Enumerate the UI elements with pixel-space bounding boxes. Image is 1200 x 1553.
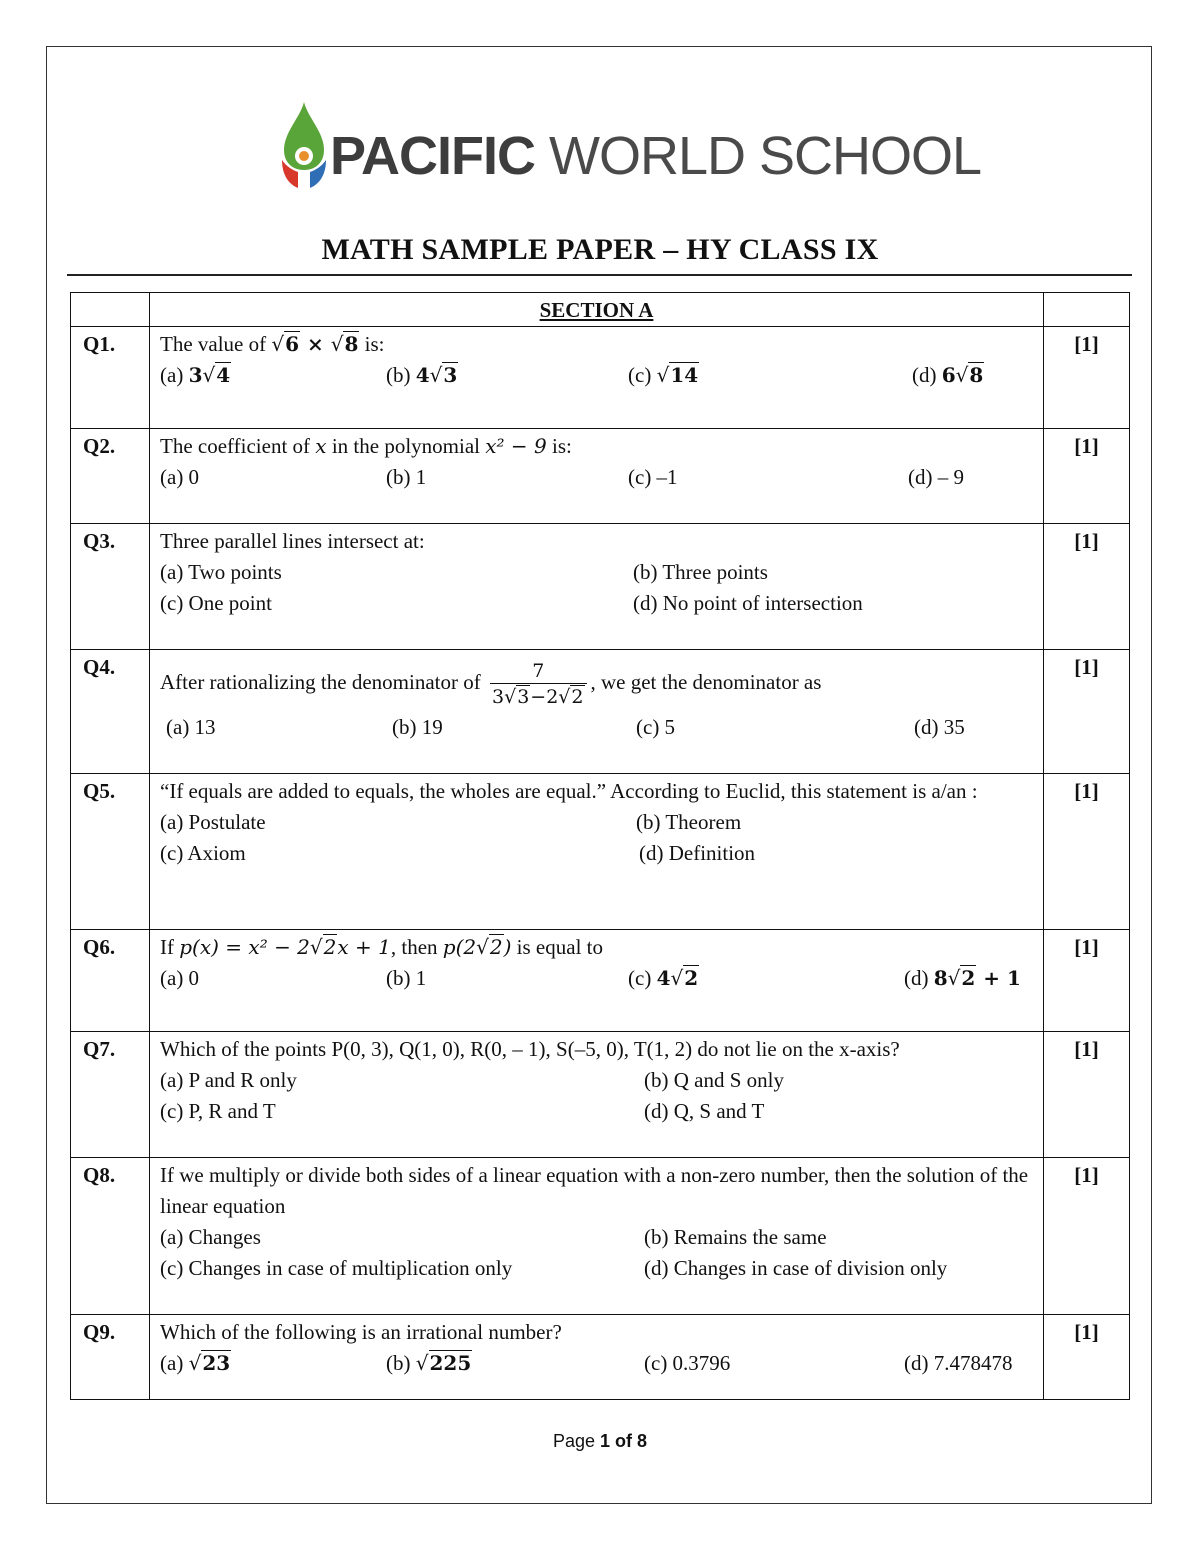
section-heading: SECTION A bbox=[150, 293, 1044, 327]
question-row bbox=[71, 524, 1130, 650]
question-row bbox=[71, 650, 1130, 774]
option-c: (c) Changes in case of multiplication only bbox=[160, 1256, 513, 1280]
school-name-regular: WORLD SCHOOL bbox=[535, 126, 982, 186]
option-c: (c) 0.3796 bbox=[644, 1351, 731, 1375]
option-d: (d) 6√8 bbox=[912, 363, 984, 387]
option-c: (c) One point bbox=[160, 591, 272, 615]
school-emblem-icon bbox=[278, 98, 330, 192]
option-d: (d) Changes in case of division only bbox=[644, 1256, 948, 1280]
options bbox=[160, 1348, 1035, 1384]
question-marks: [1] bbox=[1044, 327, 1130, 429]
question-number: Q2. bbox=[71, 429, 150, 524]
question-marks: [1] bbox=[1044, 930, 1130, 1032]
option-a: (a) Two points bbox=[160, 560, 282, 584]
question-text: Which of the points P(0, 3), Q(1, 0), R(0, – 1), S(–5, 0), T(1, 2) do not lie on the x-axis? bbox=[160, 1037, 900, 1061]
question-number: Q4. bbox=[71, 650, 150, 774]
options bbox=[160, 963, 1035, 999]
question-body bbox=[150, 1315, 1044, 1400]
page-title: MATH SAMPLE PAPER – HY CLASS IX bbox=[321, 233, 879, 266]
option-c: (c) 4√2 bbox=[628, 966, 699, 990]
option-a: (a) 0 bbox=[160, 465, 200, 489]
option-d: (d) – 9 bbox=[908, 465, 964, 489]
school-logo bbox=[278, 98, 982, 192]
question-marks: [1] bbox=[1044, 524, 1130, 650]
question-text: Three parallel lines intersect at: bbox=[160, 529, 425, 553]
question-number: Q1. bbox=[71, 327, 150, 429]
option-d: (d) No point of intersection bbox=[633, 591, 863, 615]
question-body bbox=[150, 524, 1044, 650]
option-b: (b) Q and S only bbox=[644, 1068, 784, 1092]
page-footer: Page 1 of 8 bbox=[552, 1431, 648, 1451]
option-c: (c) 5 bbox=[636, 715, 676, 739]
option-c: (c) √14 bbox=[628, 363, 699, 387]
option-b: (b) 1 bbox=[386, 465, 427, 489]
questions-table bbox=[70, 292, 1130, 1400]
question-text: The value of √6 × √8 is: bbox=[160, 332, 385, 356]
question-number: Q9. bbox=[71, 1315, 150, 1400]
question-text: After rationalizing the denominator of $\frac{7}{3√3-2√2}$ , we get the denominator as bbox=[160, 659, 822, 708]
options bbox=[160, 712, 1035, 743]
question-marks: [1] bbox=[1044, 429, 1130, 524]
school-name-bold: PACIFIC bbox=[330, 126, 535, 186]
fraction: $\frac{7}{3√3-2√2}$ bbox=[490, 659, 587, 710]
question-number: Q8. bbox=[71, 1158, 150, 1315]
options bbox=[160, 588, 1035, 619]
options bbox=[160, 360, 1035, 396]
question-row bbox=[71, 930, 1130, 1032]
question-body bbox=[150, 650, 1044, 774]
option-b: (b) Remains the same bbox=[644, 1225, 827, 1249]
question-body bbox=[150, 1158, 1044, 1315]
options bbox=[160, 462, 1035, 493]
question-text: If we multiply or divide both sides of a linear equation with a non-zero number, then the solution of the linear equation bbox=[160, 1163, 1029, 1218]
option-b: (b) Theorem bbox=[636, 810, 742, 834]
options bbox=[160, 807, 1035, 838]
option-c: (c) Axiom bbox=[160, 841, 246, 865]
options bbox=[160, 838, 1035, 869]
question-row bbox=[71, 1032, 1130, 1158]
question-number: Q6. bbox=[71, 930, 150, 1032]
option-b: (b) 4√3 bbox=[386, 363, 458, 387]
option-d: (d) 8√2 + 1 bbox=[904, 966, 1021, 990]
option-d: (d) Definition bbox=[639, 841, 756, 865]
question-body bbox=[150, 1032, 1044, 1158]
current-page: 1 bbox=[600, 1431, 611, 1451]
question-text: If p(x) = x² − 2√2x + 1, then p(2√2) is equal to bbox=[160, 935, 603, 959]
option-d: (d) 35 bbox=[914, 715, 965, 739]
section-header-row bbox=[71, 293, 1130, 327]
question-number: Q5. bbox=[71, 774, 150, 930]
option-a: (a) Postulate bbox=[160, 810, 266, 834]
question-marks: [1] bbox=[1044, 1315, 1130, 1400]
option-b: (b) 1 bbox=[386, 966, 427, 990]
total-pages: 8 bbox=[637, 1431, 648, 1451]
question-marks: [1] bbox=[1044, 1158, 1130, 1315]
question-row bbox=[71, 429, 1130, 524]
question-row bbox=[71, 1315, 1130, 1400]
options bbox=[160, 1253, 1035, 1284]
option-c: (c) P, R and T bbox=[160, 1099, 276, 1123]
option-d: (d) 7.478478 bbox=[904, 1351, 1013, 1375]
options bbox=[160, 1065, 1035, 1096]
question-marks: [1] bbox=[1044, 650, 1130, 774]
option-a: (a) Changes bbox=[160, 1225, 261, 1249]
question-marks: [1] bbox=[1044, 1032, 1130, 1158]
question-body bbox=[150, 774, 1044, 930]
question-body bbox=[150, 930, 1044, 1032]
option-a: (a) 3√4 bbox=[160, 363, 231, 387]
question-number: Q3. bbox=[71, 524, 150, 650]
option-b: (b) 19 bbox=[392, 715, 443, 739]
question-text: “If equals are added to equals, the wholes are equal.” According to Euclid, this statement is a/an : bbox=[160, 779, 978, 803]
options bbox=[160, 557, 1035, 588]
option-a: (a) 0 bbox=[160, 966, 200, 990]
question-marks: [1] bbox=[1044, 774, 1130, 930]
question-row bbox=[71, 327, 1130, 429]
question-row bbox=[71, 774, 1130, 930]
options bbox=[160, 1222, 1035, 1253]
question-text: The coefficient of x in the polynomial x² − 9 is: bbox=[160, 434, 572, 458]
options bbox=[160, 1096, 1035, 1127]
question-body bbox=[150, 327, 1044, 429]
title-divider bbox=[67, 274, 1132, 276]
option-a: (a) 13 bbox=[166, 715, 216, 739]
question-row bbox=[71, 1158, 1130, 1315]
option-c: (c) –1 bbox=[628, 465, 678, 489]
option-b: (b) Three points bbox=[633, 560, 768, 584]
school-name bbox=[330, 128, 981, 184]
question-number: Q7. bbox=[71, 1032, 150, 1158]
question-body bbox=[150, 429, 1044, 524]
option-a: (a) P and R only bbox=[160, 1068, 297, 1092]
option-b: (b) √225 bbox=[386, 1351, 472, 1375]
option-a: (a) √23 bbox=[160, 1351, 231, 1375]
option-d: (d) Q, S and T bbox=[644, 1099, 765, 1123]
question-text: Which of the following is an irrational number? bbox=[160, 1320, 562, 1344]
